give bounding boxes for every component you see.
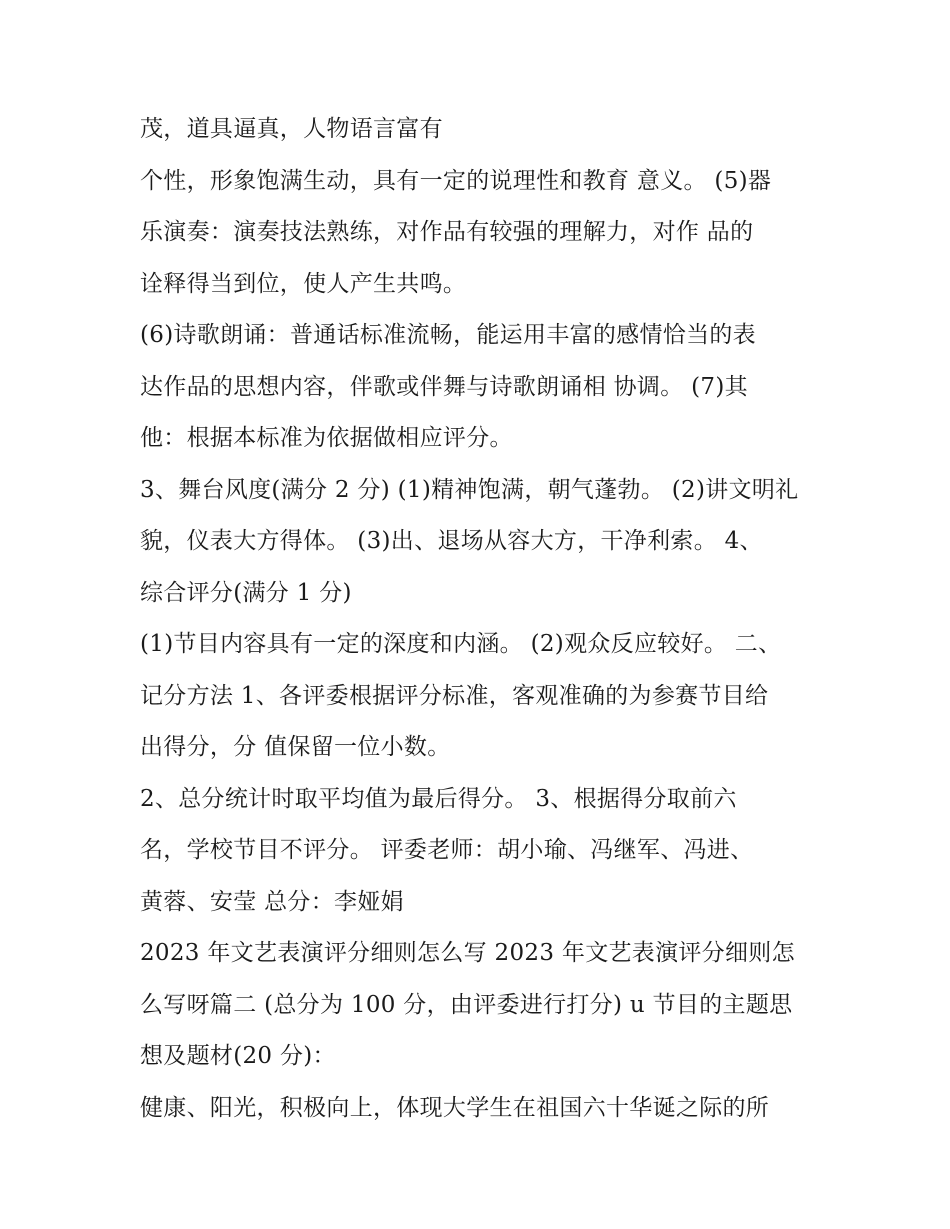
text-line: 他：根据本标准为依据做相应评分。 [140,425,513,451]
text-line: 黄蓉、安莹 总分：李娅娟 [140,888,404,915]
text-line: (6)诗歌朗诵：普通话标准流畅，能运用丰富的感情恰当的表 [140,322,756,348]
text-line: 2、总分统计时取平均值为最后得分。 3、根据得分取前六 [140,785,737,812]
text-line: 达作品的思想内容，伴歌或伴舞与诗歌朗诵相 协调。 (7)其 [140,373,748,400]
text-line: 2023 年文艺表演评分细则怎么写 2023 年文艺表演评分细则怎 [140,940,795,966]
text-line: 健康、阳光，积极向上，体现大学生在祖国六十华诞之际的所 [140,1094,770,1121]
text-line: 名，学校节目不评分。 评委老师：胡小瑜、冯继军、冯进、 [140,837,754,863]
text-line: 综合评分(满分 1 分) [140,579,352,606]
text-line: 貌，仪表大方得体。 (3)出、退场从容大方，干净利索。 4、 [140,528,763,554]
text-line: 想及题材(20 分)： [140,1043,336,1069]
text-line: 乐演奏：演奏技法熟练，对作品有较强的理解力，对作 品的 [140,219,754,245]
document-body [140,104,820,1134]
text-line: 出得分，分 值保留一位小数。 [140,734,451,760]
text-line: (1)节目内容具有一定的深度和内涵。 (2)观众反应较好。 二、 [140,631,782,657]
text-line: 么写呀篇二 (总分为 100 分，由评委进行打分) u 节目的主题思 [140,991,793,1018]
text-line: 3、舞台风度(满分 2 分) (1)精神饱满，朝气蓬勃。 (2)讲文明礼 [140,476,799,503]
text-line: 记分方法 1、各评委根据评分标准，客观准确的为参赛节目给 [140,682,769,709]
text-line: 个性，形象饱满生动，具有一定的说理性和教育 意义。 (5)器 [140,167,772,194]
text-line: 诠释得当到位，使人产生共鸣。 [140,270,467,297]
text-line: 茂，道具逼真，人物语言富有 [140,116,443,142]
